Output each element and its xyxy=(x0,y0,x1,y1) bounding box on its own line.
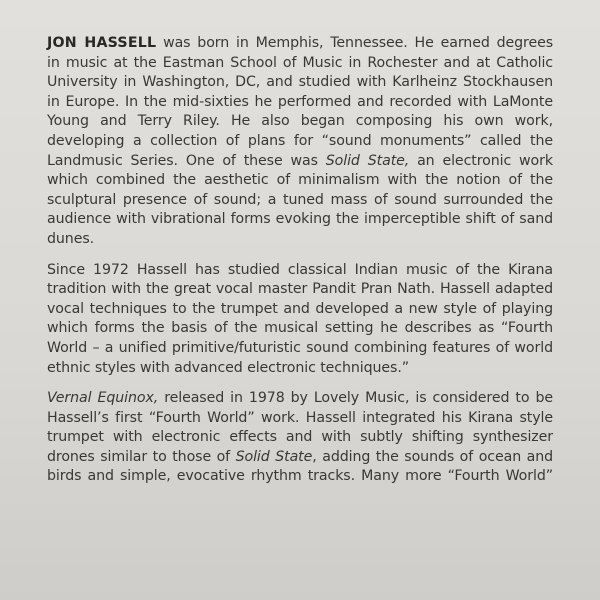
text-line: developing a collection of plans for “sound monuments” called the xyxy=(47,132,553,149)
text-line: in Europe. In the mid-sixties he performed and recorded with LaMonte xyxy=(47,93,553,110)
text-line: audience with vibrational forms evoking the imperceptible shift of sand xyxy=(47,211,553,228)
text-line: sculptural presence of sound; a tuned mass of sound surrounded the xyxy=(47,191,553,208)
text-line: vocal techniques to the trumpet and developed a new style of playing xyxy=(47,300,553,317)
paragraph-3 xyxy=(47,389,553,487)
text-line: Young and Terry Riley. He also began composing his own work, xyxy=(47,113,553,130)
text-line: Vernal Equinox, released in 1978 by Lovely Music, is considered to be xyxy=(47,390,553,407)
paragraph-2 xyxy=(47,261,553,379)
text-line: in music at the Eastman School of Music in Rochester and at Catholic xyxy=(47,54,553,71)
text-line: which combined the aesthetic of minimalism with the notion of the xyxy=(47,172,553,189)
text-line: birds and simple, evocative rhythm tracks. Many more “Fourth World” xyxy=(47,468,553,485)
text-line: Landmusic Series. One of these was Solid State, an electronic work xyxy=(47,152,553,169)
text-line: trumpet with electronic effects and with subtly shifting synthesizer xyxy=(47,429,553,446)
text-line: ethnic styles with advanced electronic techniques.” xyxy=(47,359,409,376)
text-line: drones similar to those of Solid State, adding the sounds of ocean and xyxy=(47,448,554,465)
paragraph-1 xyxy=(47,34,553,250)
text-line: dunes. xyxy=(47,230,95,247)
text-line: Hassell’s first “Fourth World” work. Hassell integrated his Kirana style xyxy=(47,409,553,426)
work-title: Solid State xyxy=(235,448,313,465)
text-line: which forms the basis of the musical setting he describes as “Fourth xyxy=(47,320,553,337)
text-line: Since 1972 Hassell has studied classical Indian music of the Kirana xyxy=(47,261,553,278)
album-title: Vernal Equinox, xyxy=(47,390,159,407)
work-title: Solid State, xyxy=(325,152,410,169)
biography-text xyxy=(47,34,553,498)
text-line: JON HASSELL was born in Memphis, Tennessee. He earned degrees xyxy=(47,35,553,51)
text-line: University in Washington, DC, and studied with Karlheinz Stockhausen xyxy=(47,74,553,91)
text-line: tradition with the great vocal master Pandit Pran Nath. Hassell adapted xyxy=(47,281,553,298)
artist-name: JON HASSELL xyxy=(47,35,157,51)
text-line: World – a unified primitive/futuristic sound combining features of world xyxy=(47,339,553,356)
